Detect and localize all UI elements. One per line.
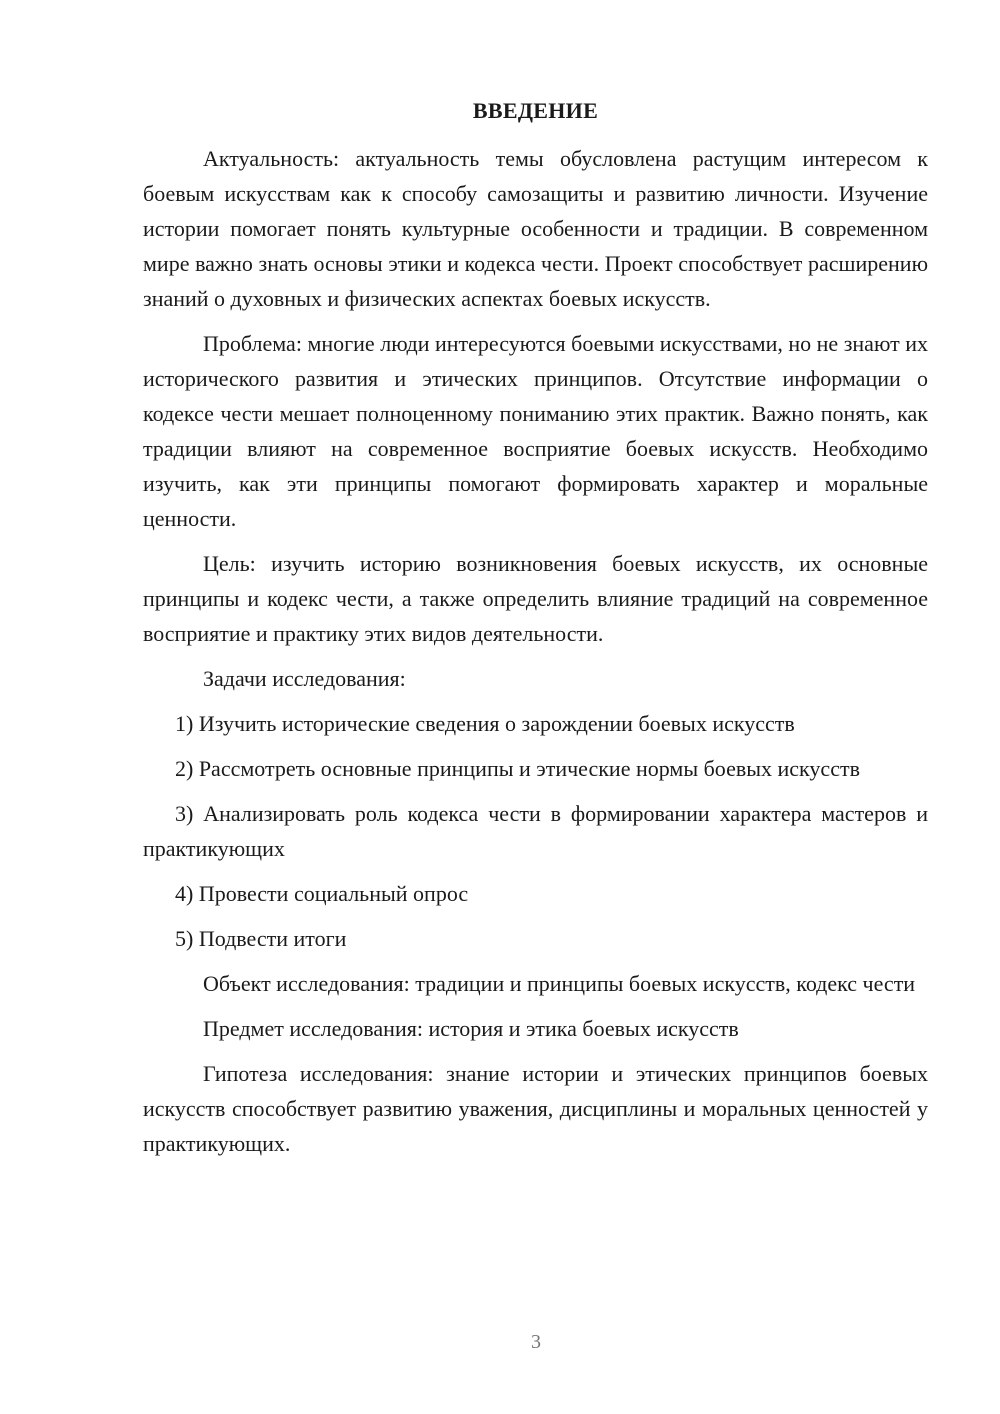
paragraph-subject: Предмет исследования: история и этика боевых искусств xyxy=(203,1016,739,1041)
paragraph-hypothesis: Гипотеза исследования: знание истории и этических принципов боевых искусств способствует развитию уважения, дисциплины и моральных ценностей у практикующих. xyxy=(143,1061,928,1156)
paragraph-goal: Цель: изучить историю возникновения боевых искусств, их основные принципы и кодекс чести, а также определить влияние традиций на современное восприятие и практику этих видов деятельности. xyxy=(143,551,928,646)
paragraph-tasks-title: Задачи исследования: xyxy=(203,666,406,691)
paragraph-object: Объект исследования: традиции и принципы боевых искусств, кодекс чести xyxy=(203,971,916,996)
document-page xyxy=(143,96,928,1171)
task-item-2: 2) Рассмотреть основные принципы и этические нормы боевых искусств xyxy=(175,756,860,781)
task-item-1: 1) Изучить исторические сведения о зарождении боевых искусств xyxy=(175,711,795,736)
task-item-5: 5) Подвести итоги xyxy=(175,926,347,951)
task-item-4: 4) Провести социальный опрос xyxy=(175,881,469,906)
task-item-3: 3) Анализировать роль кодекса чести в формировании характера мастеров и практикующих xyxy=(143,801,928,861)
paragraph-relevance: Актуальность: актуальность темы обусловлена растущим интересом к боевым искусствам как к способу самозащиты и развитию личности. Изучение истории помогает понять культурные особенности и традиции. В современном мире важно знать основы этики и кодекса чести. Проект способствует расширению знаний о духовных и физических аспектах боевых искусств. xyxy=(143,146,928,311)
page-number: 3 xyxy=(531,1331,541,1353)
paragraph-problem: Проблема: многие люди интересуются боевыми искусствами, но не знают их исторического развития и этических принципов. Отсутствие информации о кодексе чести мешает полноценному пониманию этих практик. Важно понять, как традиции влияют на современное восприятие боевых искусств. Необходимо изучить, как эти принципы помогают формировать характер и моральные ценности. xyxy=(143,331,928,531)
section-heading: ВВЕДЕНИЕ xyxy=(472,98,599,123)
